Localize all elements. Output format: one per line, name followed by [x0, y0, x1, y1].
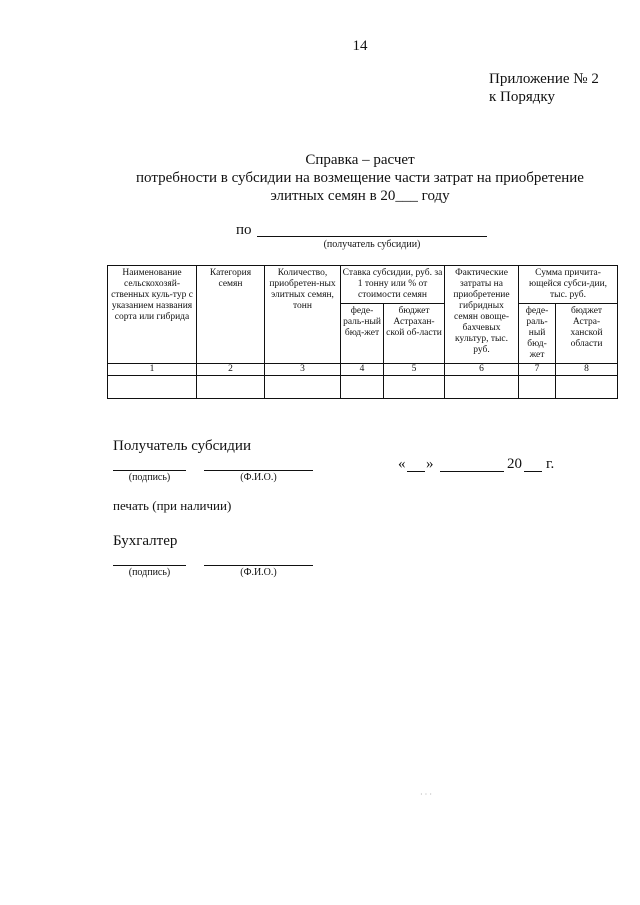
- empty-cell[interactable]: [108, 376, 197, 399]
- column-number: 3: [265, 364, 341, 376]
- accountant-signature-caption: (подпись): [128, 567, 171, 578]
- date-day-line[interactable]: [407, 471, 425, 472]
- column-number: 4: [341, 364, 384, 376]
- empty-cell[interactable]: [265, 376, 341, 399]
- empty-cell[interactable]: [519, 376, 556, 399]
- date-year-suffix: г.: [546, 456, 555, 472]
- empty-cell[interactable]: [341, 376, 384, 399]
- empty-cell[interactable]: [384, 376, 445, 399]
- column-number: 8: [556, 364, 618, 376]
- recipient-name-caption: (Ф.И.О.): [240, 472, 277, 483]
- document-title-line-3: элитных семян в 20___ году: [270, 188, 450, 204]
- document-title-line-1: Справка – расчет: [305, 152, 415, 168]
- accountant-name-caption: (Ф.И.О.): [240, 567, 277, 578]
- column-number: 6: [445, 364, 519, 376]
- recipient-name-line: [204, 470, 313, 471]
- column-number: 5: [384, 364, 445, 376]
- recipient-caption: (получатель субсидии): [323, 239, 421, 250]
- date-close-quote: »: [426, 456, 434, 472]
- appendix-line-2: к Порядку: [489, 89, 555, 105]
- accountant-signature-line: [113, 565, 186, 566]
- scan-speck: · · ·: [420, 790, 432, 799]
- header-crop-name: Наименование сельскохозяй-ственных куль-тур с указанием названия сорта или гибрида: [108, 266, 197, 364]
- header-subsidy-rate: Ставка субсидии, руб. за 1 тонну или % от стоимости семян: [341, 266, 445, 304]
- column-number: 1: [108, 364, 197, 376]
- document-title-line-2: потребности в субсидии на возмещение части затрат на приобретение: [136, 170, 584, 186]
- date-year-line[interactable]: [524, 471, 542, 472]
- date-month-line[interactable]: [440, 471, 504, 472]
- recipient-signature-line: [113, 470, 186, 471]
- table-empty-row: [108, 376, 618, 399]
- accountant-title: Бухгалтер: [113, 533, 178, 549]
- recipient-signature-caption: (подпись): [128, 472, 171, 483]
- appendix-header: [489, 70, 599, 106]
- column-number: 7: [519, 364, 556, 376]
- header-seed-category: Категория семян: [197, 266, 265, 364]
- subsidy-calculation-table: [107, 265, 618, 399]
- empty-cell[interactable]: [197, 376, 265, 399]
- recipient-prefix: по: [236, 222, 252, 238]
- seal-note: печать (при наличии): [113, 498, 232, 513]
- date-open-quote: «: [398, 456, 406, 472]
- subheader-amount-federal: феде-раль-ный бюд-жет: [519, 304, 556, 364]
- date-year-prefix: 20: [507, 456, 522, 472]
- subheader-rate-federal: феде-раль-ный бюд-жет: [341, 304, 384, 364]
- page-number: 14: [352, 38, 368, 54]
- subheader-rate-regional: бюджет Астрахан-ской об-ласти: [384, 304, 445, 364]
- subheader-amount-regional: бюджет Астра-ханской области: [556, 304, 618, 364]
- empty-cell[interactable]: [556, 376, 618, 399]
- appendix-line-1: Приложение № 2: [489, 71, 599, 87]
- table-number-row: [108, 364, 618, 376]
- accountant-name-line: [204, 565, 313, 566]
- recipient-fill-line: [257, 236, 487, 237]
- header-actual-costs: Фактические затраты на приобретение гибридных семян овоще-бахчевых культур, тыс. руб.: [445, 266, 519, 364]
- column-number: 2: [197, 364, 265, 376]
- table-header-row: [108, 266, 618, 304]
- empty-cell[interactable]: [445, 376, 519, 399]
- header-subsidy-amount: Сумма причита-ющейся субси-дии, тыс. руб.: [519, 266, 618, 304]
- recipient-signature-title: Получатель субсидии: [113, 438, 251, 454]
- header-seed-quantity: Количество, приобретен-ных элитных семян, тонн: [265, 266, 341, 364]
